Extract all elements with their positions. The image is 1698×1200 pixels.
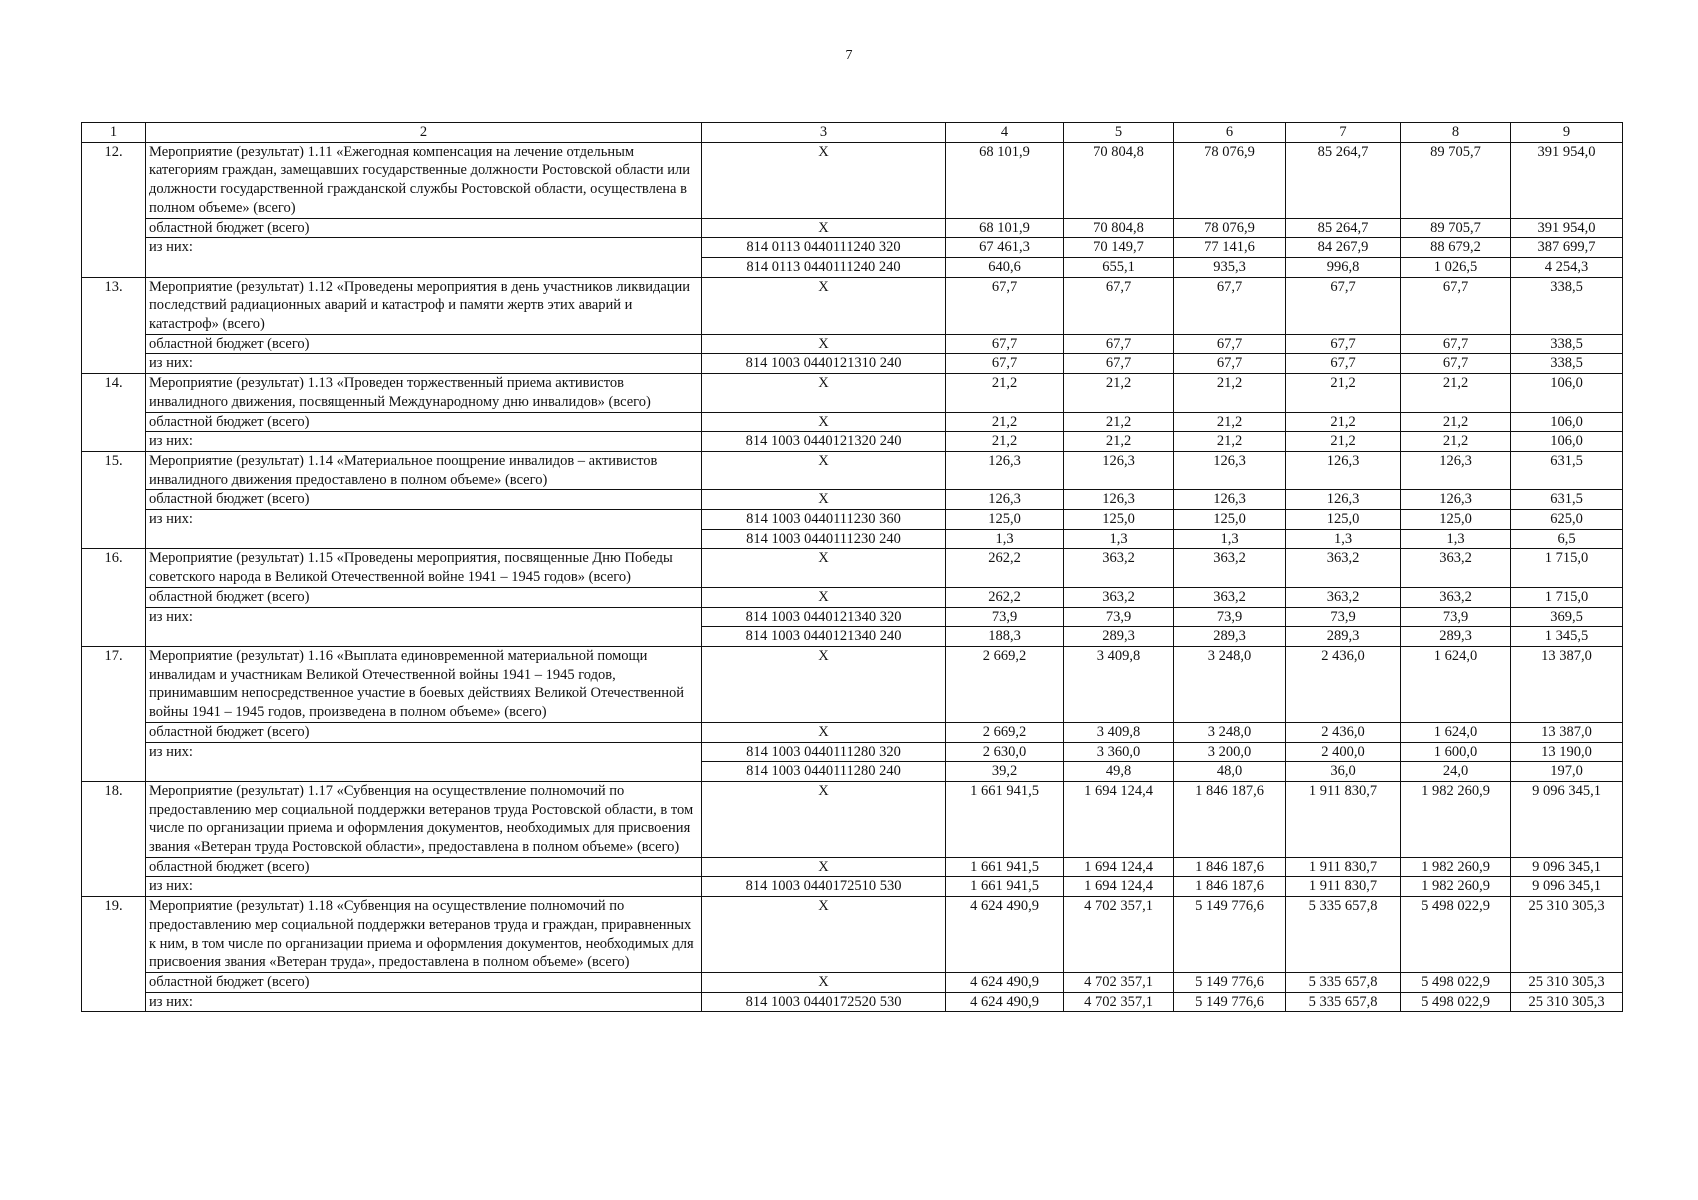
measure-value: 1 661 941,5 [946, 781, 1064, 857]
sub-value: 73,9 [1286, 607, 1401, 627]
budget-value: 363,2 [1064, 587, 1174, 607]
sub-label: из них: [146, 510, 702, 549]
budget-value: 1 982 260,9 [1401, 857, 1511, 877]
sub-row [82, 607, 1623, 627]
budget-value: 126,3 [1174, 490, 1286, 510]
measure-title: Мероприятие (результат) 1.15 «Проведены мероприятия, посвященные Дню Победы советского народа в Великой Отечественной войне 1941 – 1945 годов» (всего) [146, 549, 702, 587]
measure-value: 126,3 [946, 451, 1064, 489]
sub-value: 36,0 [1286, 762, 1401, 782]
budget-value: 2 436,0 [1286, 722, 1401, 742]
sub-value: 1,3 [1286, 529, 1401, 549]
budget-table [81, 122, 1623, 1012]
sub-value: 1,3 [1401, 529, 1511, 549]
sub-value: 48,0 [1174, 762, 1286, 782]
measure-value: 68 101,9 [946, 142, 1064, 218]
budget-code: X [702, 722, 946, 742]
budget-value: 21,2 [1064, 412, 1174, 432]
sub-value: 289,3 [1064, 627, 1174, 647]
measure-number: 19. [82, 897, 146, 1012]
measure-number: 13. [82, 277, 146, 374]
measure-value: 78 076,9 [1174, 142, 1286, 218]
sub-value: 338,5 [1511, 354, 1623, 374]
budget-label: областной бюджет (всего) [146, 334, 702, 354]
measure-value: 363,2 [1286, 549, 1401, 587]
measure-value: 21,2 [1174, 374, 1286, 412]
sub-label: из них: [146, 607, 702, 646]
budget-row [82, 412, 1623, 432]
measure-value: 126,3 [1064, 451, 1174, 489]
measure-code: X [702, 451, 946, 489]
sub-value: 125,0 [1286, 510, 1401, 530]
budget-label: областной бюджет (всего) [146, 587, 702, 607]
measure-value: 262,2 [946, 549, 1064, 587]
sub-value: 197,0 [1511, 762, 1623, 782]
measure-value: 363,2 [1064, 549, 1174, 587]
budget-value: 126,3 [1286, 490, 1401, 510]
sub-value: 3 200,0 [1174, 742, 1286, 762]
kbk-code: 814 1003 0440121310 240 [702, 354, 946, 374]
sub-value: 73,9 [946, 607, 1064, 627]
measure-value: 5 335 657,8 [1286, 897, 1401, 973]
sub-value: 1 600,0 [1401, 742, 1511, 762]
sub-value: 84 267,9 [1286, 238, 1401, 258]
measure-value: 1 715,0 [1511, 549, 1623, 587]
measure-value: 21,2 [946, 374, 1064, 412]
budget-row [82, 490, 1623, 510]
budget-row [82, 587, 1623, 607]
measure-value: 126,3 [1401, 451, 1511, 489]
sub-value: 9 096 345,1 [1511, 877, 1623, 897]
budget-value: 2 669,2 [946, 722, 1064, 742]
budget-value: 1 846 187,6 [1174, 857, 1286, 877]
sub-value: 996,8 [1286, 257, 1401, 277]
budget-value: 1 911 830,7 [1286, 857, 1401, 877]
sub-value: 1 694 124,4 [1064, 877, 1174, 897]
measure-value: 67,7 [1401, 277, 1511, 334]
budget-code: X [702, 857, 946, 877]
sub-value: 5 498 022,9 [1401, 992, 1511, 1012]
budget-value: 5 498 022,9 [1401, 972, 1511, 992]
measure-value: 2 669,2 [946, 646, 1064, 722]
sub-value: 655,1 [1064, 257, 1174, 277]
sub-label: из них: [146, 238, 702, 277]
sub-value: 67,7 [1401, 354, 1511, 374]
kbk-code: 814 1003 0440111230 360 [702, 510, 946, 530]
sub-value: 935,3 [1174, 257, 1286, 277]
budget-label: областной бюджет (всего) [146, 490, 702, 510]
sub-value: 21,2 [1064, 432, 1174, 452]
budget-value: 126,3 [1064, 490, 1174, 510]
sub-row [82, 238, 1623, 258]
measure-number: 14. [82, 374, 146, 452]
measure-value: 67,7 [1064, 277, 1174, 334]
sub-value: 21,2 [946, 432, 1064, 452]
sub-label: из них: [146, 354, 702, 374]
sub-value: 125,0 [1064, 510, 1174, 530]
sub-value: 21,2 [1174, 432, 1286, 452]
budget-label: областной бюджет (всего) [146, 218, 702, 238]
measure-row [82, 374, 1623, 412]
budget-code: X [702, 972, 946, 992]
sub-value: 77 141,6 [1174, 238, 1286, 258]
kbk-code: 814 1003 0440111280 240 [702, 762, 946, 782]
budget-value: 9 096 345,1 [1511, 857, 1623, 877]
measure-title: Мероприятие (результат) 1.16 «Выплата единовременной материальной помощи инвалидам и участникам Великой Отечественной войны 1941 – 1945 годов, принимавшим непосредственное участие в боевых действиях Великой Отечественной войны 1941 – 1945 годов, произведена в полном объеме» (всего) [146, 646, 702, 722]
measure-value: 5 149 776,6 [1174, 897, 1286, 973]
sub-value: 625,0 [1511, 510, 1623, 530]
measure-number: 12. [82, 142, 146, 277]
kbk-code: 814 1003 0440172510 530 [702, 877, 946, 897]
column-header: 2 [146, 123, 702, 143]
measure-value: 631,5 [1511, 451, 1623, 489]
measure-value: 338,5 [1511, 277, 1623, 334]
sub-value: 1 345,5 [1511, 627, 1623, 647]
measure-value: 21,2 [1401, 374, 1511, 412]
sub-label: из них: [146, 742, 702, 781]
sub-value: 1 846 187,6 [1174, 877, 1286, 897]
budget-label: областной бюджет (всего) [146, 857, 702, 877]
measure-row [82, 549, 1623, 587]
budget-value: 67,7 [946, 334, 1064, 354]
budget-value: 67,7 [1286, 334, 1401, 354]
budget-value: 363,2 [1286, 587, 1401, 607]
budget-row [82, 218, 1623, 238]
table-body [82, 123, 1623, 1012]
page-number: 7 [845, 48, 853, 63]
measure-value: 21,2 [1064, 374, 1174, 412]
sub-value: 106,0 [1511, 432, 1623, 452]
budget-value: 391 954,0 [1511, 218, 1623, 238]
sub-label: из них: [146, 877, 702, 897]
budget-value: 4 702 357,1 [1064, 972, 1174, 992]
budget-value: 338,5 [1511, 334, 1623, 354]
measure-value: 363,2 [1174, 549, 1286, 587]
budget-value: 13 387,0 [1511, 722, 1623, 742]
measure-code: X [702, 897, 946, 973]
budget-value: 89 705,7 [1401, 218, 1511, 238]
measure-value: 3 409,8 [1064, 646, 1174, 722]
sub-value: 3 360,0 [1064, 742, 1174, 762]
measure-value: 1 624,0 [1401, 646, 1511, 722]
measure-code: X [702, 277, 946, 334]
measure-row [82, 646, 1623, 722]
measure-row [82, 781, 1623, 857]
measure-number: 17. [82, 646, 146, 781]
measure-row [82, 142, 1623, 218]
budget-value: 4 624 490,9 [946, 972, 1064, 992]
budget-value: 21,2 [1401, 412, 1511, 432]
budget-row [82, 722, 1623, 742]
sub-value: 125,0 [1401, 510, 1511, 530]
sub-label: из них: [146, 432, 702, 452]
budget-code: X [702, 490, 946, 510]
sub-value: 2 630,0 [946, 742, 1064, 762]
kbk-code: 814 1003 0440121320 240 [702, 432, 946, 452]
kbk-code: 814 1003 0440111230 240 [702, 529, 946, 549]
sub-value: 125,0 [1174, 510, 1286, 530]
measure-value: 67,7 [1286, 277, 1401, 334]
measure-value: 13 387,0 [1511, 646, 1623, 722]
sub-value: 1 911 830,7 [1286, 877, 1401, 897]
budget-label: областной бюджет (всего) [146, 412, 702, 432]
sub-value: 73,9 [1174, 607, 1286, 627]
measure-value: 126,3 [1286, 451, 1401, 489]
sub-value: 13 190,0 [1511, 742, 1623, 762]
sub-value: 67,7 [1174, 354, 1286, 374]
measure-value: 1 846 187,6 [1174, 781, 1286, 857]
sub-label: из них: [146, 992, 702, 1012]
budget-value: 106,0 [1511, 412, 1623, 432]
header-row [82, 123, 1623, 143]
kbk-code: 814 0113 0440111240 240 [702, 257, 946, 277]
sub-value: 1 982 260,9 [1401, 877, 1511, 897]
kbk-code: 814 1003 0440111280 320 [702, 742, 946, 762]
budget-row [82, 972, 1623, 992]
sub-value: 5 335 657,8 [1286, 992, 1401, 1012]
sub-value: 6,5 [1511, 529, 1623, 549]
measure-value: 1 694 124,4 [1064, 781, 1174, 857]
budget-value: 1 661 941,5 [946, 857, 1064, 877]
column-header: 5 [1064, 123, 1174, 143]
sub-value: 1 026,5 [1401, 257, 1511, 277]
measure-value: 391 954,0 [1511, 142, 1623, 218]
column-header: 7 [1286, 123, 1401, 143]
budget-code: X [702, 587, 946, 607]
sub-row [82, 510, 1623, 530]
column-header: 8 [1401, 123, 1511, 143]
sub-value: 88 679,2 [1401, 238, 1511, 258]
column-header: 1 [82, 123, 146, 143]
budget-label: областной бюджет (всего) [146, 722, 702, 742]
sub-value: 73,9 [1401, 607, 1511, 627]
sub-value: 21,2 [1401, 432, 1511, 452]
measure-code: X [702, 374, 946, 412]
sub-value: 125,0 [946, 510, 1064, 530]
sub-value: 1 661 941,5 [946, 877, 1064, 897]
budget-value: 21,2 [1286, 412, 1401, 432]
measure-code: X [702, 549, 946, 587]
measure-value: 363,2 [1401, 549, 1511, 587]
budget-value: 70 804,8 [1064, 218, 1174, 238]
budget-row [82, 334, 1623, 354]
sub-value: 21,2 [1286, 432, 1401, 452]
budget-value: 21,2 [946, 412, 1064, 432]
kbk-code: 814 1003 0440121340 320 [702, 607, 946, 627]
budget-value: 3 409,8 [1064, 722, 1174, 742]
sub-value: 67,7 [1064, 354, 1174, 374]
budget-label: областной бюджет (всего) [146, 972, 702, 992]
sub-row [82, 992, 1623, 1012]
measure-value: 1 911 830,7 [1286, 781, 1401, 857]
sub-value: 49,8 [1064, 762, 1174, 782]
budget-code: X [702, 218, 946, 238]
budget-row [82, 857, 1623, 877]
sub-row [82, 877, 1623, 897]
sub-row [82, 432, 1623, 452]
column-header: 9 [1511, 123, 1623, 143]
measure-value: 5 498 022,9 [1401, 897, 1511, 973]
sub-value: 4 702 357,1 [1064, 992, 1174, 1012]
budget-value: 67,7 [1401, 334, 1511, 354]
budget-value: 85 264,7 [1286, 218, 1401, 238]
sub-value: 387 699,7 [1511, 238, 1623, 258]
measure-title: Мероприятие (результат) 1.17 «Субвенция на осуществление полномочий по предоставлению мер социальной поддержки ветеранов труда Ростовской области, в том числе по организации приема и оформления документов, необходимых для присвоения звания «Ветеран труда Ростовской области», предоставлена в полном объеме» (всего) [146, 781, 702, 857]
column-header: 4 [946, 123, 1064, 143]
budget-value: 78 076,9 [1174, 218, 1286, 238]
sub-value: 1,3 [946, 529, 1064, 549]
measure-title: Мероприятие (результат) 1.13 «Проведен торжественный приема активистов инвалидного движения, посвященный Международному дню инвалидов» (всего) [146, 374, 702, 412]
sub-row [82, 354, 1623, 374]
budget-code: X [702, 334, 946, 354]
sub-row [82, 742, 1623, 762]
sub-value: 24,0 [1401, 762, 1511, 782]
budget-value: 21,2 [1174, 412, 1286, 432]
measure-number: 16. [82, 549, 146, 647]
measure-title: Мероприятие (результат) 1.14 «Материальное поощрение инвалидов – активистов инвалидного движения предоставлено в полном объеме» (всего) [146, 451, 702, 489]
sub-value: 4 254,3 [1511, 257, 1623, 277]
budget-value: 363,2 [1401, 587, 1511, 607]
budget-value: 1 624,0 [1401, 722, 1511, 742]
measure-value: 4 624 490,9 [946, 897, 1064, 973]
sub-value: 1,3 [1064, 529, 1174, 549]
sub-value: 67,7 [946, 354, 1064, 374]
sub-value: 73,9 [1064, 607, 1174, 627]
sub-value: 5 149 776,6 [1174, 992, 1286, 1012]
kbk-code: 814 0113 0440111240 320 [702, 238, 946, 258]
sub-value: 39,2 [946, 762, 1064, 782]
measure-number: 15. [82, 451, 146, 549]
measure-value: 126,3 [1174, 451, 1286, 489]
measure-value: 3 248,0 [1174, 646, 1286, 722]
budget-code: X [702, 412, 946, 432]
measure-title: Мероприятие (результат) 1.11 «Ежегодная компенсация на лечение отдельным категориям граждан, замещавших государственные должности Ростовской области или должности государственной гражданской службы Ростовской области, осуществлена в полном объеме» (всего) [146, 142, 702, 218]
budget-value: 1 715,0 [1511, 587, 1623, 607]
sub-value: 289,3 [1286, 627, 1401, 647]
budget-value: 126,3 [946, 490, 1064, 510]
sub-value: 289,3 [1174, 627, 1286, 647]
measure-value: 9 096 345,1 [1511, 781, 1623, 857]
budget-value: 363,2 [1174, 587, 1286, 607]
measure-value: 25 310 305,3 [1511, 897, 1623, 973]
sub-value: 289,3 [1401, 627, 1511, 647]
measure-title: Мероприятие (результат) 1.18 «Субвенция на осуществление полномочий по предоставлению мер социальной поддержки ветеранов труда и граждан, приравненных к ним, в том числе по организации приема и оформления документов, необходимых для присвоения звания «Ветеран труда», предоставлена в полном объеме» (всего) [146, 897, 702, 973]
measure-row [82, 451, 1623, 489]
measure-row [82, 897, 1623, 973]
measure-row [82, 277, 1623, 334]
sub-value: 70 149,7 [1064, 238, 1174, 258]
sub-value: 369,5 [1511, 607, 1623, 627]
budget-value: 67,7 [1174, 334, 1286, 354]
sub-value: 25 310 305,3 [1511, 992, 1623, 1012]
measure-value: 70 804,8 [1064, 142, 1174, 218]
measure-value: 85 264,7 [1286, 142, 1401, 218]
sub-value: 67 461,3 [946, 238, 1064, 258]
sub-value: 4 624 490,9 [946, 992, 1064, 1012]
measure-title: Мероприятие (результат) 1.12 «Проведены мероприятия в день участников ликвидации последствий радиационных аварий и катастроф и памяти жертв этих аварий и катастроф» (всего) [146, 277, 702, 334]
measure-code: X [702, 646, 946, 722]
measure-value: 1 982 260,9 [1401, 781, 1511, 857]
budget-value: 5 335 657,8 [1286, 972, 1401, 992]
measure-value: 106,0 [1511, 374, 1623, 412]
measure-value: 21,2 [1286, 374, 1401, 412]
measure-value: 67,7 [1174, 277, 1286, 334]
budget-value: 68 101,9 [946, 218, 1064, 238]
measure-value: 2 436,0 [1286, 646, 1401, 722]
budget-value: 262,2 [946, 587, 1064, 607]
sub-value: 2 400,0 [1286, 742, 1401, 762]
budget-value: 126,3 [1401, 490, 1511, 510]
measure-number: 18. [82, 781, 146, 896]
measure-code: X [702, 142, 946, 218]
measure-value: 89 705,7 [1401, 142, 1511, 218]
measure-value: 67,7 [946, 277, 1064, 334]
budget-value: 67,7 [1064, 334, 1174, 354]
kbk-code: 814 1003 0440121340 240 [702, 627, 946, 647]
budget-value: 5 149 776,6 [1174, 972, 1286, 992]
column-header: 3 [702, 123, 946, 143]
sub-value: 640,6 [946, 257, 1064, 277]
kbk-code: 814 1003 0440172520 530 [702, 992, 946, 1012]
budget-value: 631,5 [1511, 490, 1623, 510]
sub-value: 188,3 [946, 627, 1064, 647]
sub-value: 1,3 [1174, 529, 1286, 549]
budget-value: 3 248,0 [1174, 722, 1286, 742]
measure-code: X [702, 781, 946, 857]
measure-value: 4 702 357,1 [1064, 897, 1174, 973]
column-header: 6 [1174, 123, 1286, 143]
budget-value: 25 310 305,3 [1511, 972, 1623, 992]
sub-value: 67,7 [1286, 354, 1401, 374]
budget-value: 1 694 124,4 [1064, 857, 1174, 877]
